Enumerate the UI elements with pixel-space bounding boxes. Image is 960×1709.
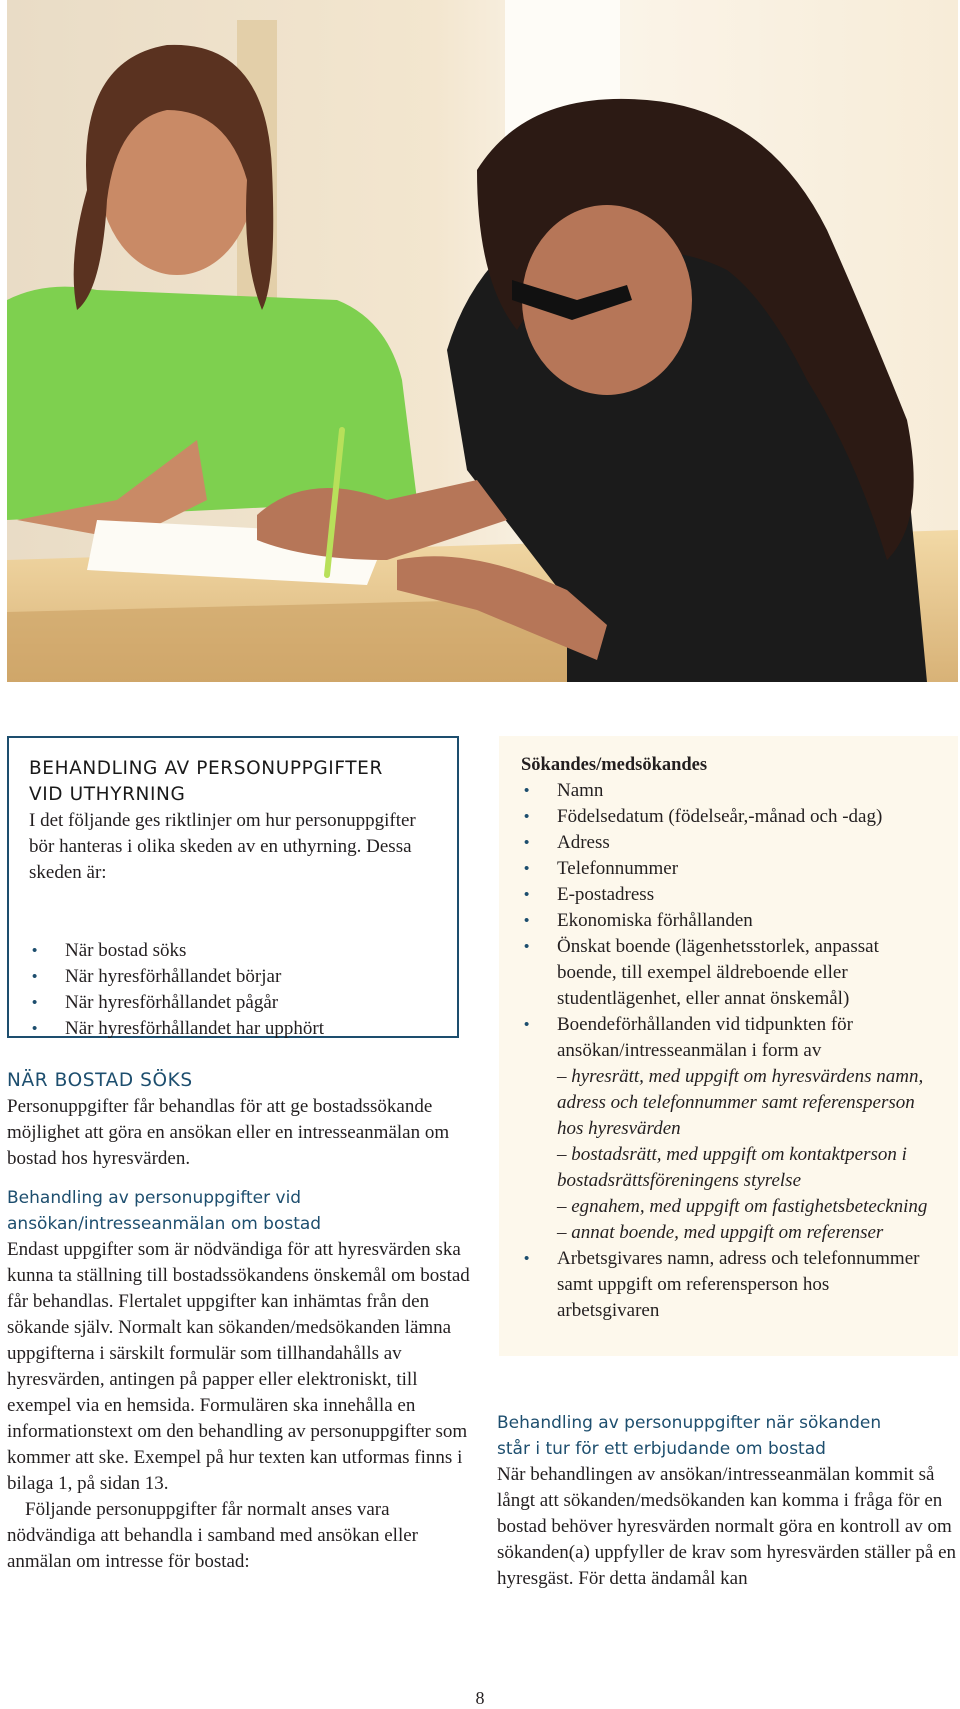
list-item: • När hyresförhållandet börjar — [29, 964, 437, 990]
list-item: • När bostad söks — [29, 938, 437, 964]
panel-title: Sökandes/medsökandes — [521, 755, 708, 775]
left-column — [7, 1068, 477, 1575]
sub-item: – bostadsrätt, med uppgift om kontaktperson i bostadsrättsföreningens styrelse — [557, 1144, 907, 1191]
applicant-data-panel — [499, 736, 958, 1356]
list-item: • Telefonnummer — [521, 856, 936, 882]
intro-box — [7, 736, 459, 1038]
section2-heading — [7, 1185, 477, 1237]
section2-heading-line2: ansökan/intresseanmälan om bostad — [7, 1214, 322, 1234]
list-item: • E-postadress — [521, 882, 936, 908]
sub-item: – annat boende, med uppgift om referenser — [557, 1222, 884, 1243]
list-item-with-subitems — [521, 1012, 936, 1246]
section-heading-nar-bostad-soks: NÄR BOSTAD SÖKS — [7, 1070, 193, 1091]
list-item: • Födelsedatum (födelseår,-månad och -dag) — [521, 804, 936, 830]
section2-body2: Följande personuppgifter får normalt anses vara nödvändiga att behandla i samband med ansökan eller anmälan om intresse för bostad: — [7, 1499, 419, 1572]
page-number: 8 — [475, 1688, 485, 1708]
section2-body: Endast uppgifter som är nödvändiga för att hyresvärden ska kunna ta ställning till bostadssökandens önskemål om bostad får behandlas. Flertalet uppgifter kan inhämtas från den sökande själv. Normalt kan sökanden/medsökanden lämna uppgifterna i särskilt formulär som tillhandahålls av hyresvärden, antingen på papper eller elektroniskt, till exempel via en hemsida. Formulären ska innehålla en informationstext om den behandling av personuppgifter som kommer att ske. Exempel på hur texten kan utformas finns i bilaga 1, på sidan 13. — [7, 1239, 470, 1494]
list-item: • När hyresförhållandet pågår — [29, 990, 437, 1016]
list-item: • Arbetsgivares namn, adress och telefonnummer samt uppgift om referensperson hos arbetsgivaren — [521, 1246, 936, 1324]
panel-list — [521, 778, 936, 1324]
sub-item: – hyresrätt, med uppgift om hyresvärdens namn, adress och telefonnummer samt referensperson hos hyresvärden — [557, 1066, 924, 1139]
sub-item: – egnahem, med uppgift om fastighetsbeteckning — [557, 1196, 928, 1217]
box-title — [29, 756, 437, 808]
list-item: • Önskat boende (lägenhetsstorlek, anpassat boende, till exempel äldreboende eller studentlägenhet, eller annat önskemål) — [521, 934, 936, 1012]
photo-two-women-at-counter — [7, 0, 958, 682]
list-item-text: • Boendeförhållanden vid tidpunkten för ansökan/intresseanmälan i form av — [557, 1014, 854, 1061]
box-list — [29, 938, 437, 1042]
section1-body: Personuppgifter får behandlas för att ge bostadssökande möjlighet att göra en ansökan eller en intresseanmälan om bostad hos hyresvärden. — [7, 1096, 450, 1169]
section3-heading — [497, 1410, 960, 1462]
box-title-line1: BEHANDLING AV PERSONUPPGIFTER — [29, 758, 383, 779]
list-item: • Adress — [521, 830, 936, 856]
section3-heading-line2: står i tur för ett erbjudande om bostad — [497, 1439, 826, 1459]
right-column — [497, 1410, 960, 1592]
box-intro: I det följande ges riktlinjer om hur personuppgifter bör hanteras i olika skeden av en uthyrning. Dessa skeden är: — [29, 810, 416, 883]
list-item: • Namn — [521, 778, 936, 804]
list-item: • Ekonomiska förhållanden — [521, 908, 936, 934]
box-title-line2: VID UTHYRNING — [29, 784, 186, 805]
section3-body: När behandlingen av ansökan/intresseanmälan kommit så långt att sökanden/medsökanden kan komma i fråga för en bostad behöver hyresvärden normalt göra en kontroll av om sökanden(a) uppfyller de krav som hyresvärden ställer på en hyresgäst. För detta ändamål kan — [497, 1464, 956, 1589]
list-item: • När hyresförhållandet har upphört — [29, 1016, 437, 1042]
section2-heading-line1: Behandling av personuppgifter vid — [7, 1188, 302, 1208]
section3-heading-line1: Behandling av personuppgifter när sökanden — [497, 1413, 882, 1433]
